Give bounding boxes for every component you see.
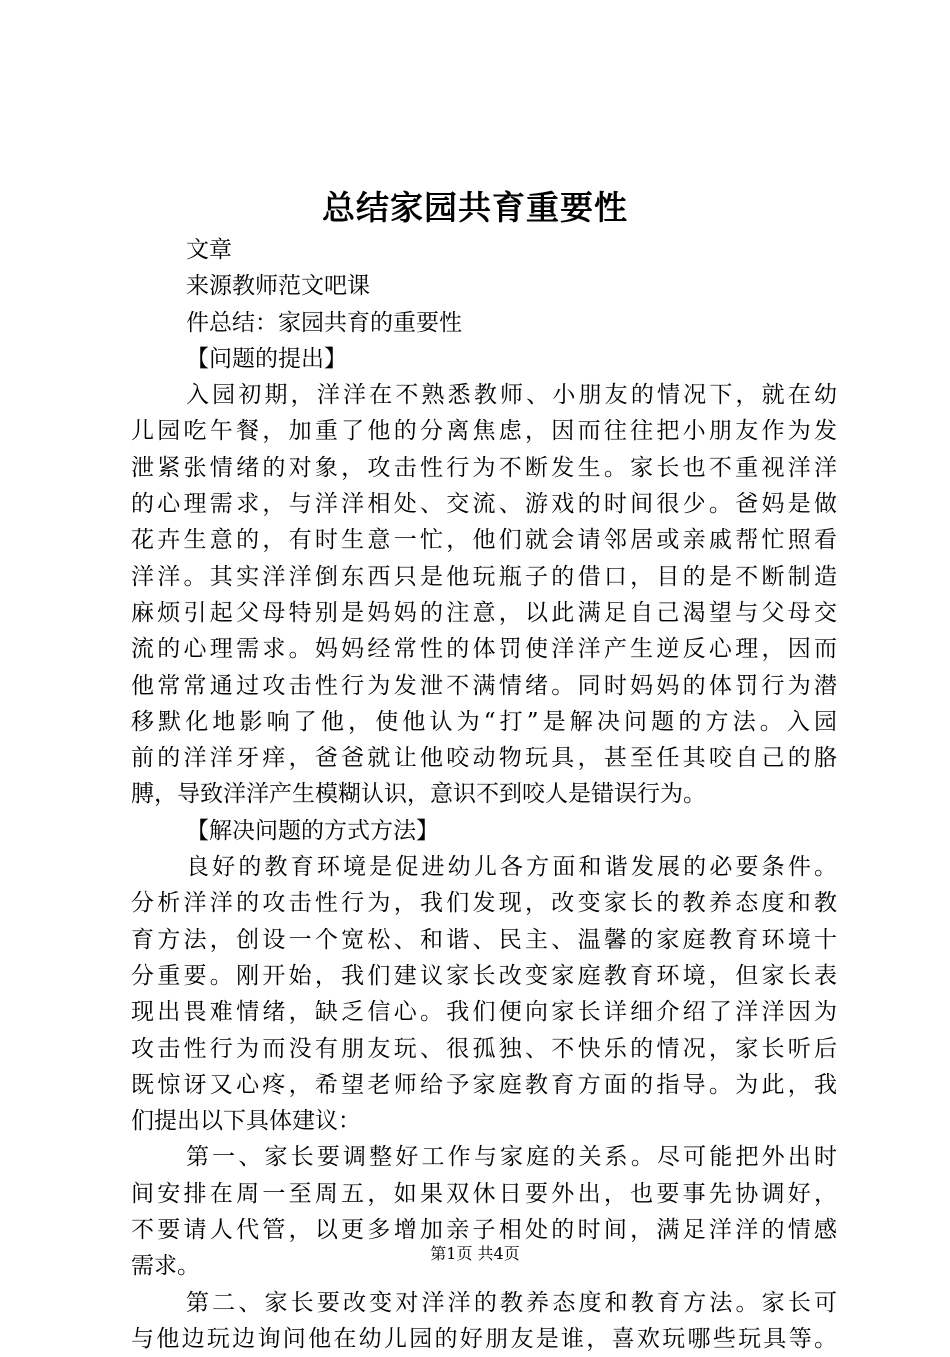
text-line: 麻烦引起父母特别是妈妈的注意，以此满足自己渴望与父母交 [131,599,837,626]
text-line: 文章 [186,237,232,263]
text-line: 的心理需求，与洋洋相处、交流、游戏的时间很少。爸妈是做 [131,491,837,518]
document-title: 总结家园共育重要性 [322,188,628,227]
text-line: 来源教师范文吧课 [186,273,370,300]
text-line: 他常常通过攻击性行为发泄不满情绪。同时妈妈的体罚行为潜 [131,672,837,699]
text-line: 第一、家长要调整好工作与家庭的关系。尽可能把外出时 [186,1144,837,1171]
section-heading: 【解决问题的方式方法】 [186,817,439,844]
text-line: 儿园吃午餐，加重了他的分离焦虑，因而往往把小朋友作为发 [131,418,837,445]
text-line: 现出畏难情绪，缺乏信心。我们便向家长详细介绍了洋洋因为 [131,999,837,1026]
text-line: 育方法，创设一个宽松、和谐、民主、温馨的家庭教育环境十 [131,926,837,953]
text-line: 移默化地影响了他，使他认为“打”是解决问题的方法。入园 [131,708,837,735]
text-line: 与他边玩边询问他在幼儿园的好朋友是谁，喜欢玩哪些玩具等。 [131,1325,837,1352]
text-line: 不要请人代管，以更多增加亲子相处的时间，满足洋洋的情感 [131,1217,837,1244]
text-line: 件总结：家园共育的重要性 [186,309,462,336]
text-line: 需求。 [131,1253,200,1280]
text-line: 洋洋。其实洋洋倒东西只是他玩瓶子的借口，目的是不断制造 [131,563,837,590]
text-line: 分重要。刚开始，我们建议家长改变家庭教育环境，但家长表 [131,962,837,989]
text-line: 间安排在周一至周五，如果双休日要外出，也要事先协调好， [131,1180,837,1207]
text-line: 们提出以下具体建议： [131,1108,361,1135]
text-line: 泄紧张情绪的对象，攻击性行为不断发生。家长也不重视洋洋 [131,454,837,481]
text-line: 既惊讶又心疼，希望老师给予家庭教育方面的指导。为此，我 [131,1071,837,1098]
section-heading: 【问题的提出】 [186,345,347,372]
text-line: 入园初期，洋洋在不熟悉教师、小朋友的情况下，就在幼 [186,382,837,409]
text-line: 流的心理需求。妈妈经常性的体罚使洋洋产生逆反心理，因而 [131,636,837,663]
text-line: 前的洋洋牙痒，爸爸就让他咬动物玩具，甚至任其咬自己的胳 [131,745,837,772]
text-line: 良好的教育环境是促进幼儿各方面和谐发展的必要条件。 [186,854,837,881]
text-line: 第二、家长要改变对洋洋的教养态度和教育方法。家长可 [186,1289,837,1316]
document-body [131,232,837,1357]
text-line: 攻击性行为而没有朋友玩、很孤独、不快乐的情况，家长听后 [131,1035,837,1062]
text-line: 膊，导致洋洋产生模糊认识，意识不到咬人是错误行为。 [131,781,706,808]
text-line: 分析洋洋的攻击性行为，我们发现，改变家长的教养态度和教 [131,890,837,917]
text-line: 花卉生意的，有时生意一忙，他们就会请邻居或亲戚帮忙照看 [131,527,837,554]
page-number-footer: 第1页 共4页 [430,1244,520,1263]
